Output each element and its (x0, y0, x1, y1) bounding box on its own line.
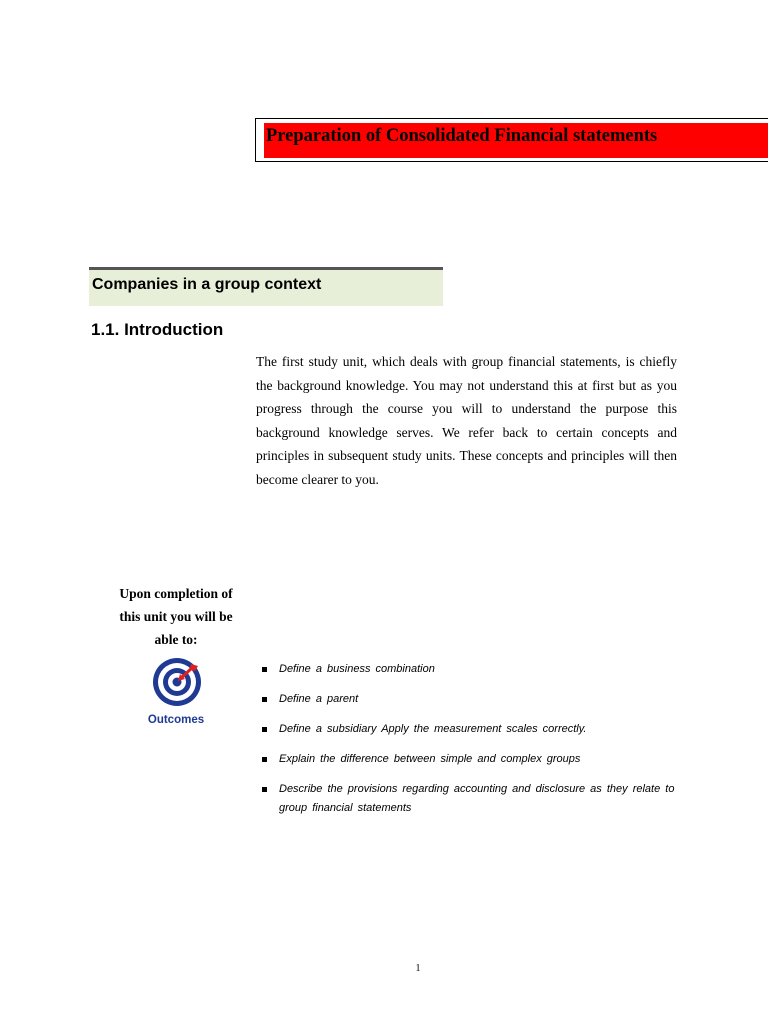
outcomes-list (262, 660, 682, 829)
introduction-heading: 1.1. Introduction (91, 320, 224, 339)
outcomes-caption-line: able to: (154, 632, 198, 647)
outcome-text: Define a business combination (279, 663, 435, 675)
outcome-text: Describe the provisions regarding accounting and disclosure as they relate to group financial statements (279, 783, 675, 814)
outcomes-caption-line: Upon completion of (119, 586, 233, 601)
outcome-item (262, 750, 682, 769)
outcomes-caption-line: this unit you will be (119, 609, 233, 624)
outcomes-label: Outcomes (147, 714, 205, 726)
bullet-icon (262, 697, 267, 702)
bullet-icon (262, 757, 267, 762)
target-icon (149, 655, 207, 707)
outcome-text: Explain the difference between simple and complex groups (279, 753, 581, 765)
outcome-text: Define a parent (279, 693, 359, 705)
bullet-icon (262, 727, 267, 732)
outcome-text: Define a subsidiary Apply the measurement scales correctly. (279, 723, 587, 735)
section-heading: Companies in a group context (89, 267, 443, 306)
bullet-icon (262, 787, 267, 792)
outcome-item (262, 660, 682, 679)
introduction-paragraph: The first study unit, which deals with group financial statements, is chiefly the background knowledge. You may not understand this at first but as you progress through the course you will to understand the purpose this background knowledge serves. We refer back to certain concepts and principles in subsequent study units. These concepts and principles will then become clearer to you. (256, 354, 677, 487)
outcome-item (262, 720, 682, 739)
document-title: Preparation of Consolidated Financial statements (264, 123, 768, 158)
outcomes-caption (108, 582, 244, 651)
bullet-icon (262, 667, 267, 672)
outcome-item (262, 690, 682, 709)
outcome-item (262, 780, 682, 818)
page-number: 1 (415, 963, 421, 974)
